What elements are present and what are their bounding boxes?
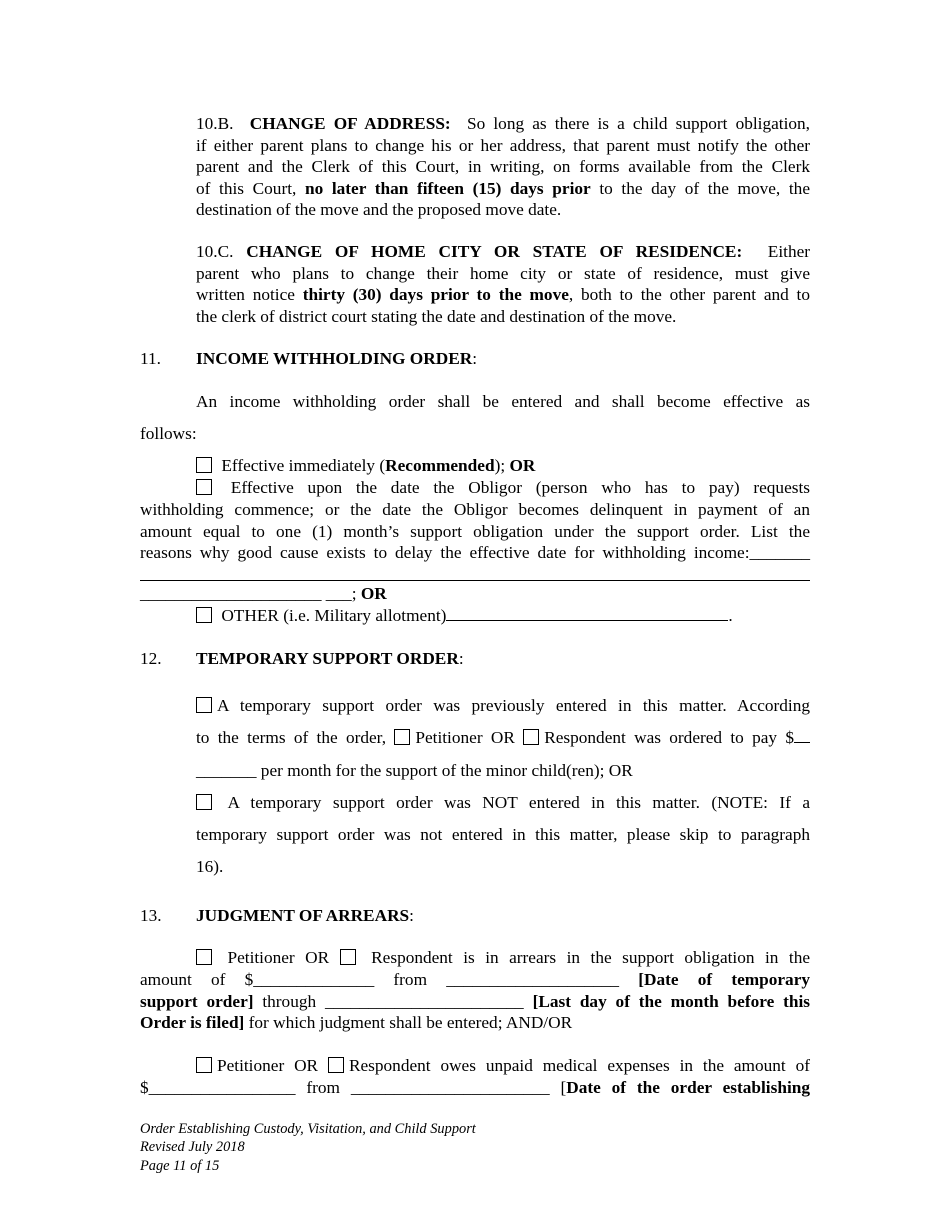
paragraph-text: follows: xyxy=(140,424,197,443)
option-emphasis: Recommended xyxy=(385,456,495,475)
page-footer xyxy=(140,1120,476,1175)
option-delayed-cont xyxy=(140,499,810,564)
checkbox-respondent-arrears[interactable] xyxy=(340,949,356,965)
paragraph-text: for which judgment shall be entered; AND/OR xyxy=(248,1013,573,1033)
checkbox-respondent[interactable] xyxy=(523,729,539,745)
emphasis-text: Order is filed] xyxy=(140,1013,245,1033)
paragraph-text: A temporary support order was previously entered in this matter. According xyxy=(217,696,810,715)
paragraph-text: Petitioner OR xyxy=(415,728,515,748)
section-number: 11. xyxy=(140,349,161,368)
section-12-body xyxy=(196,690,810,884)
paragraph-text: to the day of the move, the xyxy=(599,178,810,198)
paragraph-text: Petitioner OR xyxy=(217,1056,319,1075)
paragraph-text: So long as there is a child support obligation, xyxy=(466,114,811,133)
section-10b xyxy=(196,113,810,221)
checkbox-respondent-medical[interactable] xyxy=(328,1057,344,1073)
paragraph-text: An income withholding order shall be entered and shall become effective as xyxy=(196,392,810,411)
heading-colon: : xyxy=(458,649,464,668)
period: . xyxy=(728,606,733,625)
heading-section-11 xyxy=(140,348,477,369)
option-text: Effective immediately ( xyxy=(221,456,386,475)
section-title: CHANGE OF HOME CITY OR STATE OF RESIDENCE: xyxy=(246,242,743,261)
option-delayed xyxy=(196,477,810,499)
footer-page-number: Page 11 of 15 xyxy=(140,1157,220,1174)
option-text: amount equal to one (1) month’s support obligation under the support order. List the xyxy=(140,521,810,541)
emphasis-text: no later than fifteen (15) days prior xyxy=(304,178,591,198)
arrears-body xyxy=(140,969,810,1034)
section-title: CHANGE OF ADDRESS: xyxy=(249,114,451,133)
paragraph-text: parent who plans to change their home city or state of residence, must give xyxy=(196,263,810,283)
option-delayed-end xyxy=(140,583,810,605)
paragraph-text: amount of $______________ from ____________________ xyxy=(140,970,620,989)
section-title: JUDGMENT OF ARREARS xyxy=(196,906,410,925)
emphasis-text: Date of the order establishing xyxy=(566,1078,810,1097)
paragraph-text: A temporary support order was NOT entered in this matter. (NOTE: If a xyxy=(227,792,810,812)
heading-colon: : xyxy=(472,349,478,368)
option-other xyxy=(196,605,810,627)
medical-line-1 xyxy=(196,1055,810,1077)
section-10c xyxy=(196,241,810,327)
paragraph-text: temporary support order was not entered in this matter, please skip to paragraph xyxy=(196,825,810,845)
option-text: reasons why good cause exists to delay the effective date for withholding income:_______ xyxy=(140,543,810,563)
paragraph-text: through _______________________ xyxy=(262,991,524,1011)
paragraph-text: if either parent plans to change his or her address, that parent must notify the other xyxy=(196,135,810,155)
paragraph-text: Respondent owes unpaid medical expenses in the amount of xyxy=(348,1056,810,1075)
heading-section-13 xyxy=(140,905,414,926)
paragraph-text: Either xyxy=(767,242,811,261)
other-fill-in-blank[interactable] xyxy=(446,606,728,621)
option-text: ); xyxy=(494,456,506,475)
option-immediately xyxy=(196,455,810,477)
footer-revision: Revised July 2018 xyxy=(140,1139,245,1156)
checkbox-petitioner[interactable] xyxy=(394,729,410,745)
checkbox-petitioner-medical[interactable] xyxy=(196,1057,212,1073)
emphasis-text: [Last day of the month before this xyxy=(532,991,810,1011)
paragraph-text: , both to the other parent and to xyxy=(568,285,810,305)
fill-in-blank: _____________________ ___; xyxy=(140,584,357,603)
section-label: 10.B. xyxy=(196,114,234,133)
section-number: 13. xyxy=(140,906,162,925)
paragraph-text: the clerk of district court stating the date and destination of the move. xyxy=(196,306,677,326)
emphasis-text: thirty (30) days prior to the move xyxy=(302,285,569,305)
option-or: OR xyxy=(360,584,387,603)
checkbox-temporary-order-entered[interactable] xyxy=(196,697,212,713)
fill-in-line[interactable] xyxy=(140,580,810,581)
checkbox-temporary-order-not-entered[interactable] xyxy=(196,794,212,810)
paragraph-text: 16). xyxy=(196,857,224,877)
paragraph-text: $_________________ from _______________________ [ xyxy=(140,1078,567,1097)
emphasis-text: [Date of temporary xyxy=(638,970,811,989)
paragraph-text: _______ per month for the support of the minor child(ren); OR xyxy=(196,760,633,780)
paragraph-text: parent and the Clerk of this Court, in writing, on forms available from the Clerk xyxy=(196,157,810,177)
paragraph-text: destination of the move and the proposed move date. xyxy=(196,200,562,220)
paragraph-text: Respondent is in arrears in the support obligation in the xyxy=(371,948,811,967)
option-text: Effective upon the date the Obligor (person who has to pay) requests xyxy=(230,478,810,497)
section-label: 10.C. xyxy=(196,242,234,261)
section-11-intro xyxy=(196,391,810,413)
paragraph-text: Respondent was ordered to pay $ xyxy=(544,728,794,748)
emphasis-text: support order] xyxy=(140,991,254,1011)
heading-section-12 xyxy=(140,648,464,669)
arrears-line-1 xyxy=(196,947,810,969)
footer-form-title: Order Establishing Custody, Visitation, and Child Support xyxy=(140,1121,476,1137)
paragraph-text: Petitioner OR xyxy=(227,948,330,967)
section-number: 12. xyxy=(140,649,162,668)
section-title: TEMPORARY SUPPORT ORDER xyxy=(196,649,459,668)
paragraph-text: written notice xyxy=(196,285,295,305)
paragraph-text: of this Court, xyxy=(196,178,297,198)
heading-colon: : xyxy=(409,906,414,925)
checkbox-effective-upon-request[interactable] xyxy=(196,479,212,495)
paragraph-text: to the terms of the order, xyxy=(196,728,387,748)
option-text: OTHER (i.e. Military allotment) xyxy=(221,606,447,625)
option-text: withholding commence; or the date the Obligor becomes delinquent in payment of an xyxy=(140,500,810,519)
amount-blank[interactable] xyxy=(794,728,810,743)
checkbox-effective-immediately[interactable] xyxy=(196,457,212,473)
checkbox-other[interactable] xyxy=(196,607,212,623)
checkbox-petitioner-arrears[interactable] xyxy=(196,949,212,965)
section-title: INCOME WITHHOLDING ORDER xyxy=(196,349,473,368)
section-11-intro-cont xyxy=(140,423,810,445)
option-or: OR xyxy=(509,456,536,475)
medical-body xyxy=(140,1077,810,1099)
